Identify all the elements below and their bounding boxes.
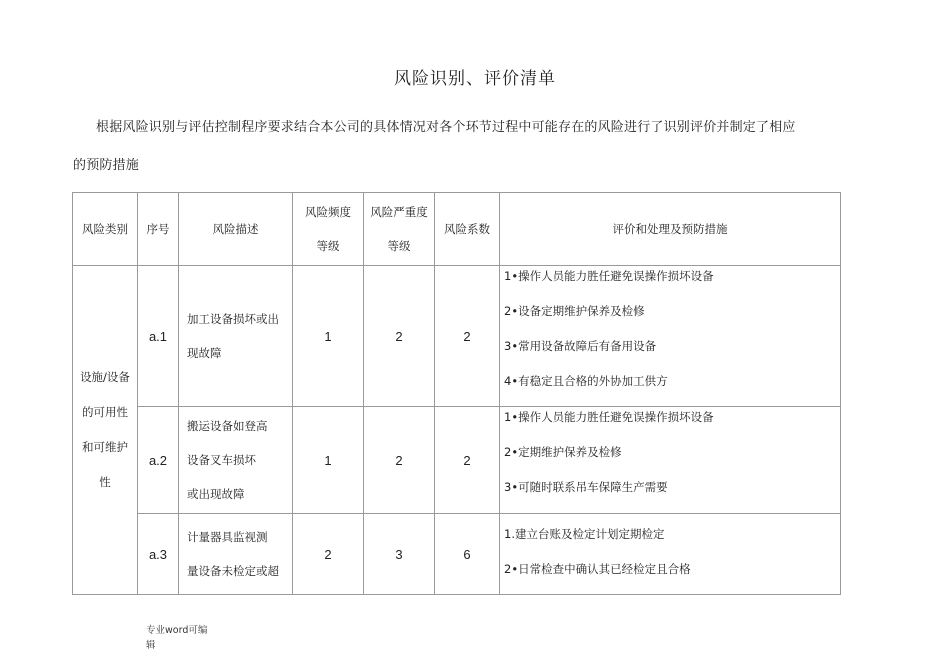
row-desc: 搬运设备如登高 设备叉车损坏 或出现故障 bbox=[179, 407, 293, 514]
row-frequency: 1 bbox=[293, 407, 364, 514]
row-desc: 加工设备损坏或出 现故障 bbox=[179, 266, 293, 407]
header-seq: 序号 bbox=[138, 193, 179, 266]
row-seq: a.3 bbox=[138, 514, 179, 595]
header-desc: 风险描述 bbox=[179, 193, 293, 266]
intro-paragraph-line-1: 根据风险识别与评估控制程序要求结合本公司的具体情况对各个环节过程中可能存在的风险进行了识别评价并制定了相应 bbox=[96, 120, 796, 135]
intro-paragraph-line-2: 的预防措施 bbox=[73, 158, 140, 173]
row-severity: 2 bbox=[364, 407, 435, 514]
row-frequency: 2 bbox=[293, 514, 364, 595]
header-severity: 风险严重度 等级 bbox=[364, 193, 435, 266]
footer-note: 专业word可编 辑 bbox=[146, 625, 208, 651]
risk-table bbox=[72, 192, 841, 595]
row-desc: 计量器具监视测 量设备未检定或超 bbox=[179, 514, 293, 595]
table-row bbox=[73, 266, 841, 407]
row-measures: 1•操作人员能力胜任避免误操作损坏设备 2•定期维护保养及检修 3•可随时联系吊车保障生产需要 bbox=[500, 407, 841, 514]
row-measures: 1.建立台账及检定计划定期检定 2•日常检查中确认其已经检定且合格 bbox=[500, 514, 841, 595]
row-severity: 2 bbox=[364, 266, 435, 407]
row-seq: a.1 bbox=[138, 266, 179, 407]
header-coefficient: 风险系数 bbox=[435, 193, 500, 266]
row-coefficient: 2 bbox=[435, 266, 500, 407]
header-frequency: 风险频度 等级 bbox=[293, 193, 364, 266]
table-header-row bbox=[73, 193, 841, 266]
header-measures: 评价和处理及预防措施 bbox=[500, 193, 841, 266]
table-row bbox=[73, 407, 841, 514]
row-seq: a.2 bbox=[138, 407, 179, 514]
row-coefficient: 6 bbox=[435, 514, 500, 595]
row-measures: 1•操作人员能力胜任避免误操作损坏设备 2•设备定期维护保养及检修 3•常用设备故障后有备用设备 4•有稳定且合格的外协加工供方 bbox=[500, 266, 841, 407]
row-severity: 3 bbox=[364, 514, 435, 595]
category-cell: 设施/设备 的可用性 和可维护 性 bbox=[73, 266, 138, 595]
header-category: 风险类别 bbox=[73, 193, 138, 266]
page-title: 风险识别、评价清单 bbox=[394, 69, 556, 89]
row-coefficient: 2 bbox=[435, 407, 500, 514]
row-frequency: 1 bbox=[293, 266, 364, 407]
table-row bbox=[73, 514, 841, 595]
